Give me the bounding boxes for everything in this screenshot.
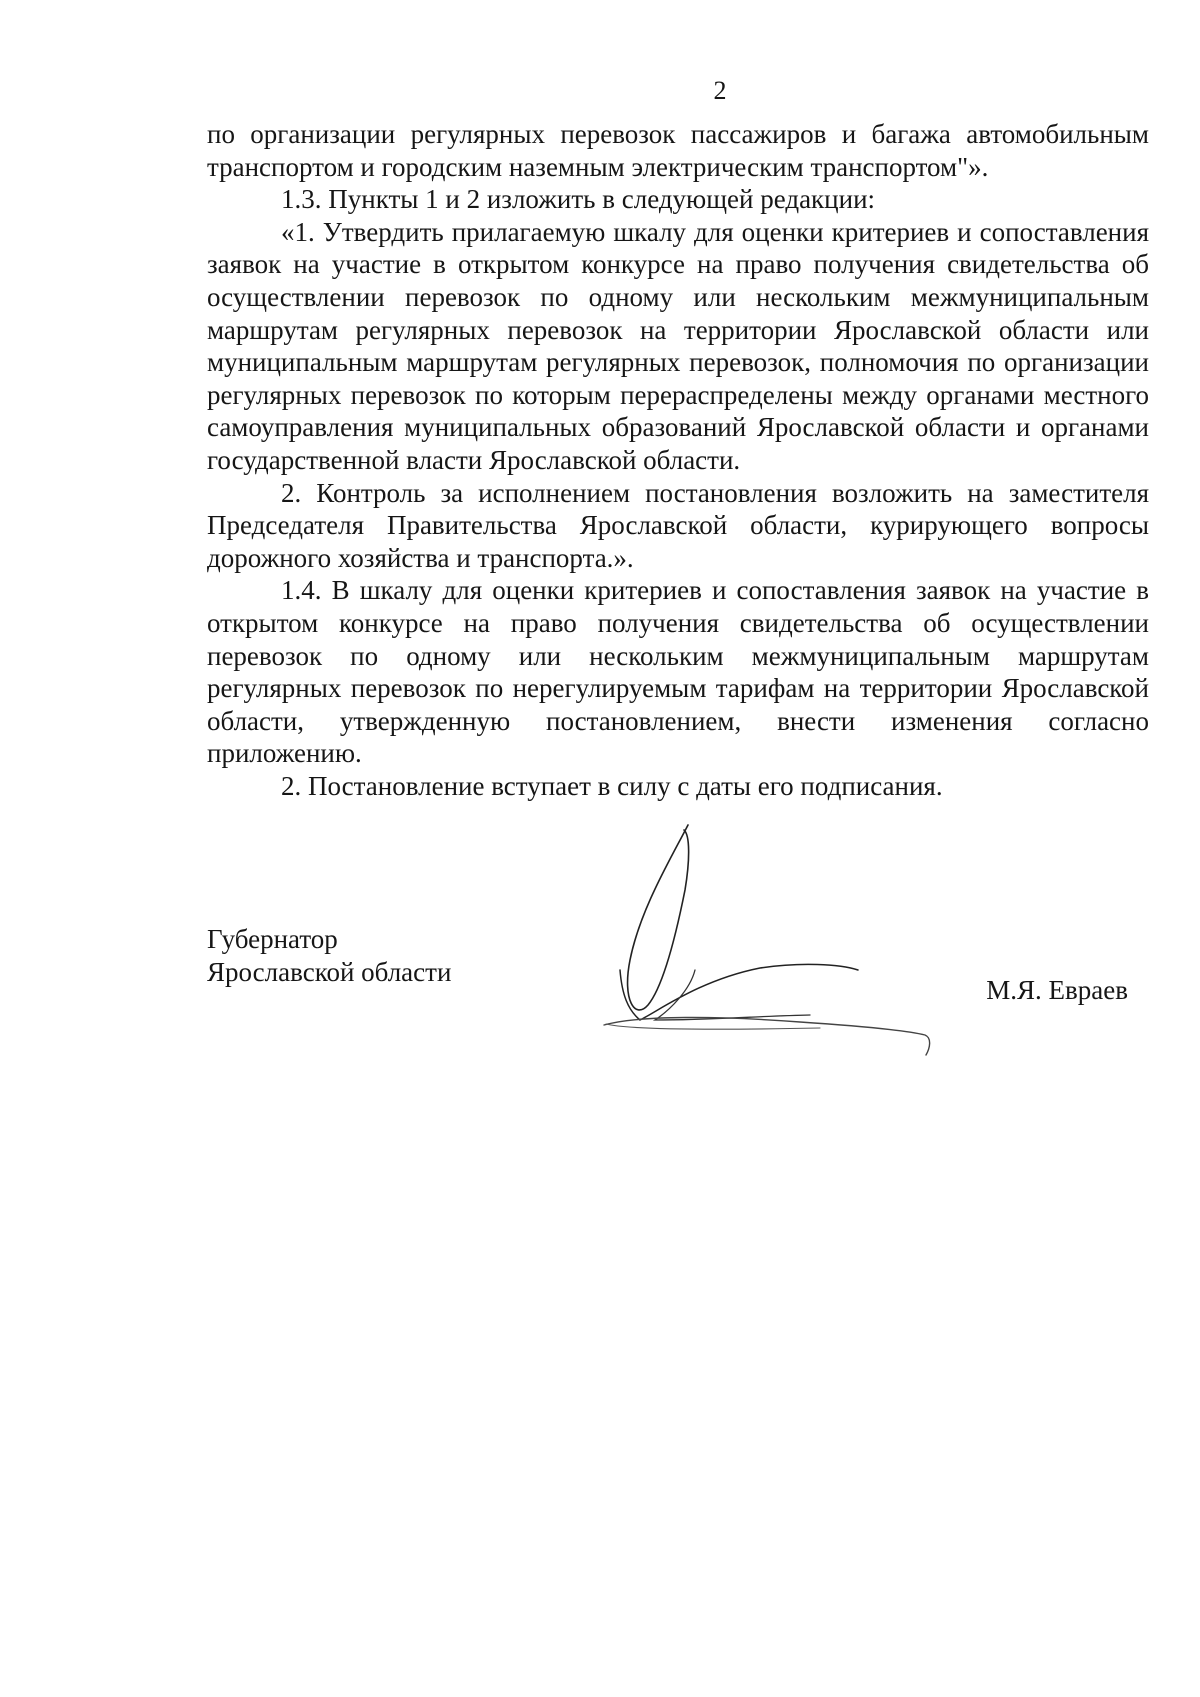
signatory-name: М.Я. Евраев — [986, 975, 1128, 1005]
document-body — [207, 118, 1149, 802]
paragraph-continuation: по организации регулярных перевозок пассажиров и багажа автомобильным транспортом и городским наземным электрическим транспортом"». — [207, 119, 1149, 182]
paragraph-quoted-item-2: 2. Контроль за исполнением постановления возложить на заместителя Председателя Правительства Ярославской области, курирующего вопросы дорожного хозяйства и транспорта.». — [207, 477, 1149, 573]
paragraph-item-2: 2. Постановление вступает в силу с даты его подписания. — [281, 770, 943, 801]
paragraph-clause-1-3: 1.3. Пункты 1 и 2 изложить в следующей редакции: — [281, 184, 876, 215]
handwritten-signature — [600, 820, 940, 1080]
signatory-title — [207, 923, 451, 989]
paragraph-clause-1-4: 1.4. В шкалу для оценки критериев и сопоставления заявок на участие в открытом конкурсе на право получения свидетельства об осуществлении перевозок по одному или нескольким межмуниципальным маршрутам регулярных перевозок по нерегулируемым тарифам на территории Ярославской области, утвержденную постановлением, внести изменения согласно приложению. — [207, 575, 1149, 769]
signatory-title-line-2: Ярославской области — [207, 957, 452, 987]
page-number: 2 — [713, 76, 727, 105]
paragraph-quoted-item-1: «1. Утвердить прилагаемую шкалу для оценки критериев и сопоставления заявок на участие в открытом конкурсе на право получения свидетельства об осуществлении перевозок по одному или нескольким межмуниципальным маршрутам регулярных перевозок на территории Ярославской области или муниципальным маршрутам регулярных перевозок, полномочия по организации регулярных перевозок по которым перераспределены между органами местного самоуправления муниципальных образований Ярославской области и органами государственной власти Ярославской области. — [207, 216, 1149, 475]
signatory-title-line-1: Губернатор — [207, 924, 338, 954]
